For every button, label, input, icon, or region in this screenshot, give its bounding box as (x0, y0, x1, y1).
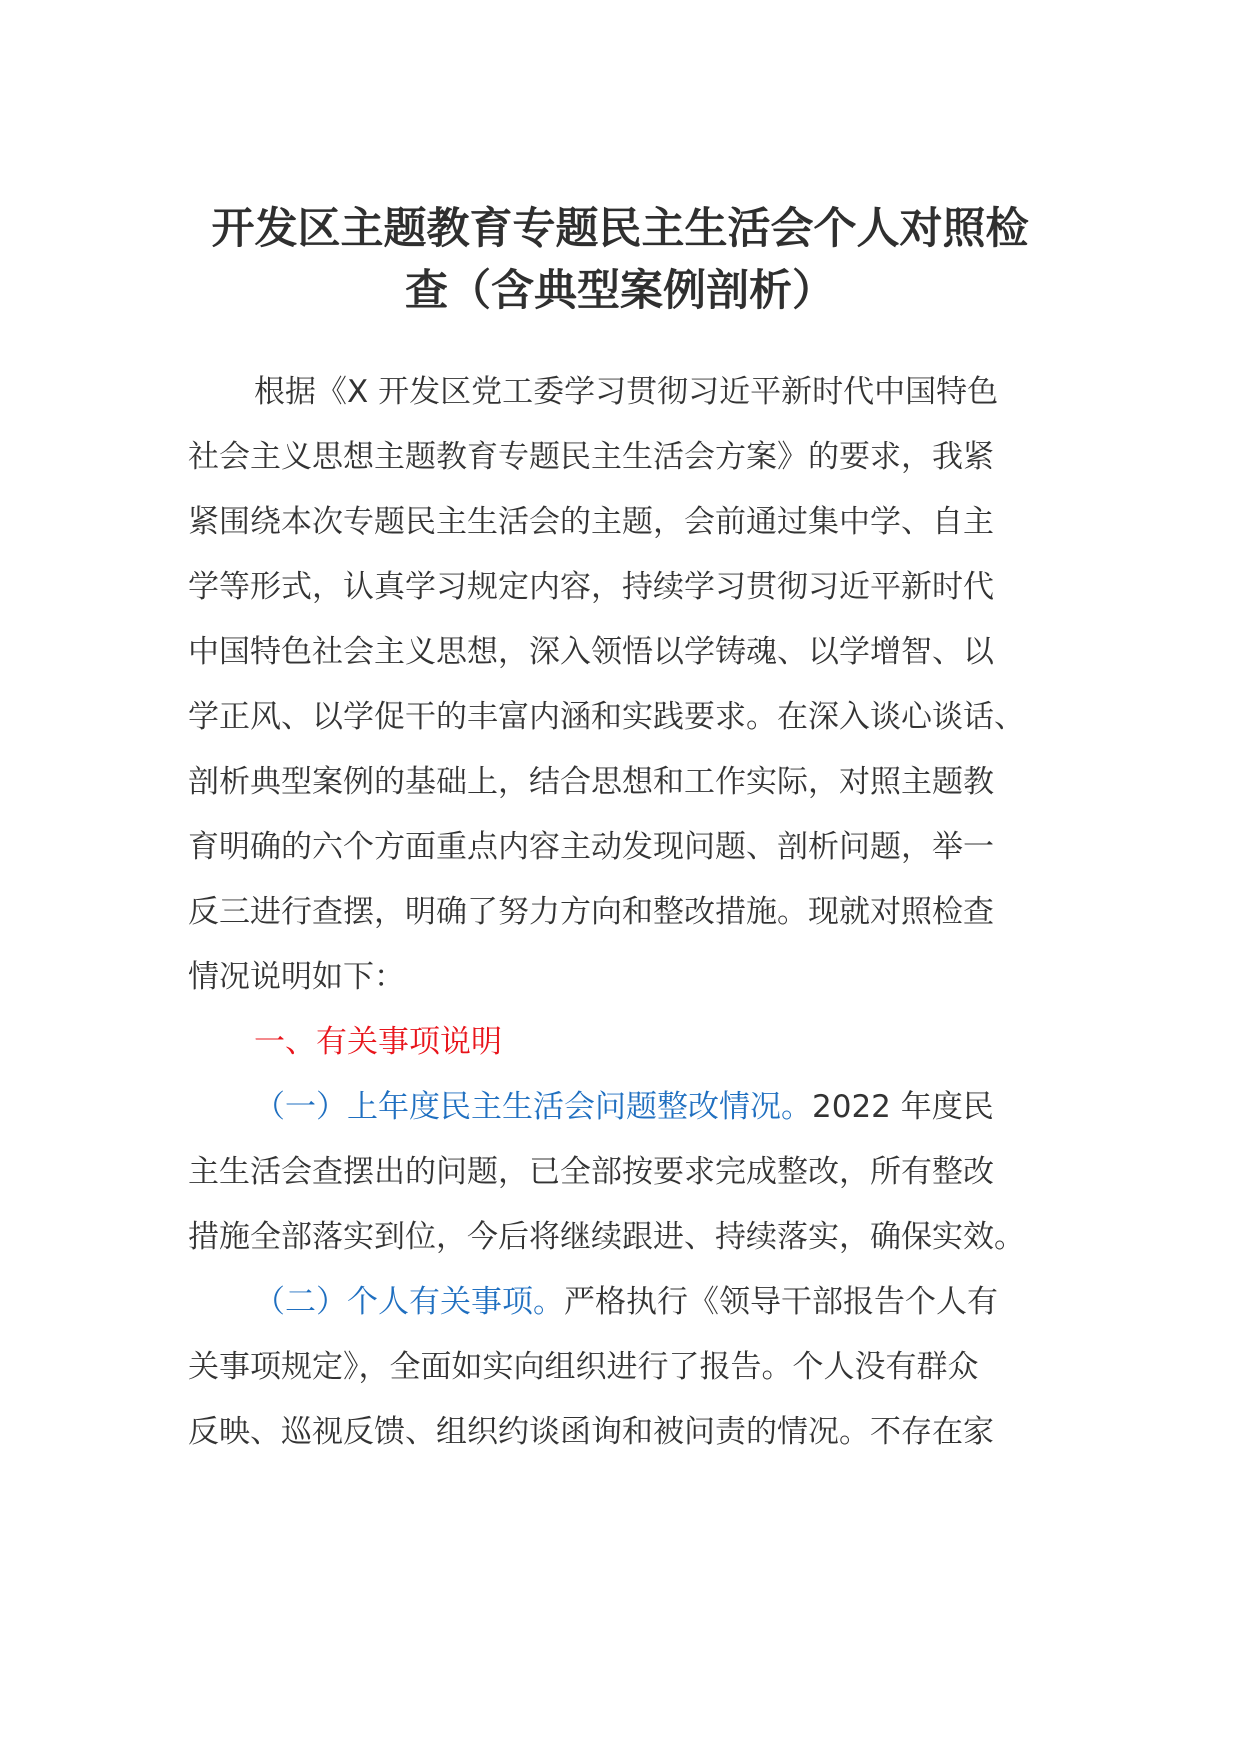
item-1-paragraph (188, 1075, 1048, 1270)
paragraph-line: 根据《X 开发区党工委学习贯彻习近平新时代中国特色 (254, 374, 999, 410)
paragraph-line: 反映、巡视反馈、组织约谈函询和被问责的情况。不存在家 (188, 1414, 994, 1450)
section-heading: 一、有关事项说明 (254, 1024, 502, 1060)
paragraph-line: 剖析典型案例的基础上，结合思想和工作实际，对照主题教 (188, 764, 994, 800)
paragraph-line: 学正风、以学促干的丰富内涵和实践要求。在深入谈心谈话、 (188, 699, 1025, 735)
intro-paragraph (188, 360, 1048, 1010)
paragraph-line: 反三进行查摆，明确了努力方向和整改措施。现就对照检查 (188, 894, 994, 930)
document-body (188, 360, 1048, 1465)
paragraph-line: 关事项规定》，全面如实向组织进行了报告。个人没有群众 (188, 1349, 979, 1385)
title-line-1: 开发区主题教育专题民主生活会个人对照检 (211, 204, 1029, 254)
paragraph-line: 主生活会查摆出的问题，已全部按要求完成整改，所有整改 (188, 1154, 994, 1190)
paragraph-line (188, 1270, 1048, 1335)
paragraph-line: 社会主义思想主题教育专题民主生活会方案》的要求，我紧 (188, 439, 994, 475)
paragraph-line (188, 1075, 1048, 1140)
paragraph-line: 育明确的六个方面重点内容主动发现问题、剖析问题，举一 (188, 829, 994, 865)
paragraph-line: 中国特色社会主义思想，深入领悟以学铸魂、以学增智、以 (188, 634, 994, 670)
item-2-text: 严格执行《领导干部报告个人有 (564, 1284, 998, 1320)
item-1-heading: （一）上年度民主生活会问题整改情况。 (254, 1089, 812, 1125)
title-line-2: 查（含典型案例剖析） (405, 266, 835, 316)
paragraph-line: 学等形式，认真学习规定内容，持续学习贯彻习近平新时代 (188, 569, 994, 605)
paragraph-line: 情况说明如下： (188, 959, 405, 995)
paragraph-line: 紧围绕本次专题民主生活会的主题，会前通过集中学、自主 (188, 504, 994, 540)
document-title (180, 198, 1060, 322)
item-2-heading: （二）个人有关事项。 (254, 1284, 564, 1320)
item-1-text: 2022 年度民 (812, 1089, 994, 1125)
paragraph-line: 措施全部落实到位，今后将继续跟进、持续落实，确保实效。 (188, 1219, 1025, 1255)
item-2-paragraph (188, 1270, 1048, 1465)
